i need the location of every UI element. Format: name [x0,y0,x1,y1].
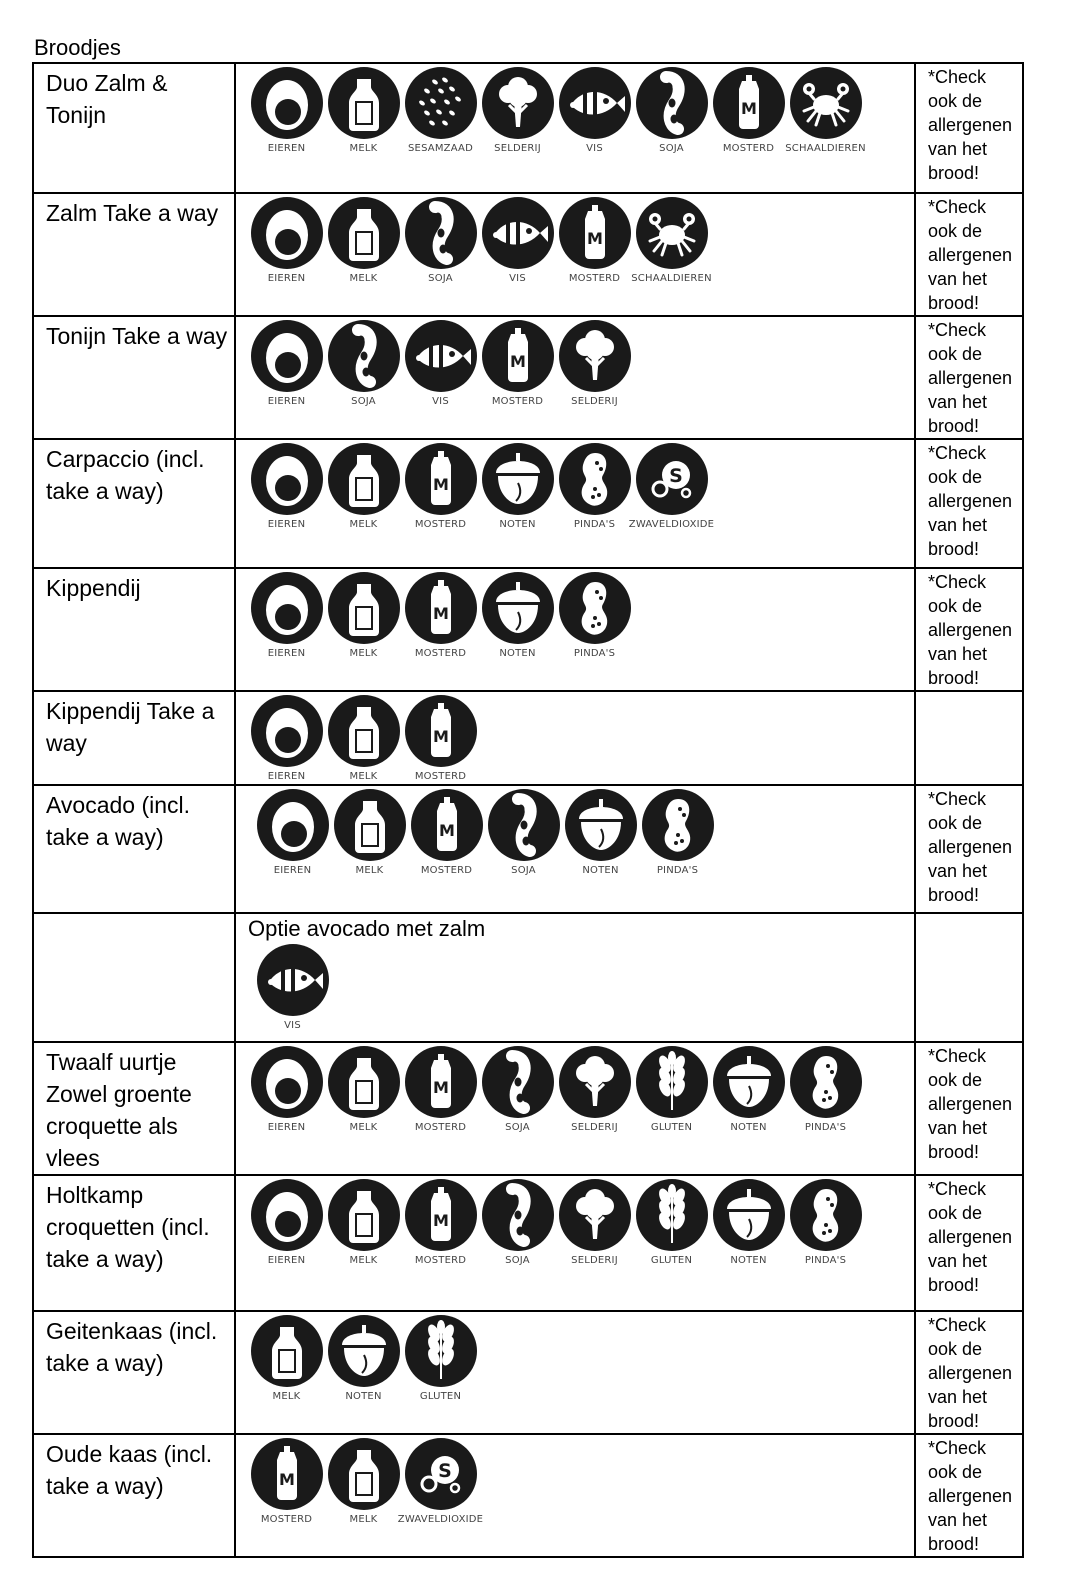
allergen-item [402,197,479,284]
allergen-label: PINDA'S [573,519,616,530]
product-name-cell [33,63,235,193]
allergen-label: NOTEN [499,519,536,530]
svg-text:M: M [432,475,449,494]
allergen-item [628,443,715,530]
note-cell [915,691,1023,785]
allergen-label: SELDERIJ [494,143,541,154]
svg-text:S: S [668,465,683,487]
bread-allergen-note: *Check ook de allergenen van het brood! [928,67,1013,183]
allergen-label: MELK [349,519,378,530]
egg-icon [251,197,323,269]
svg-text:M: M [432,604,449,623]
allergen-label: MOSTERD [568,273,621,284]
allergen-label: EIEREN [267,143,306,154]
wheat-icon [636,1046,708,1118]
allergen-item [402,67,479,154]
peanut-icon [642,789,714,861]
sesame-seed-icon [405,67,477,139]
mustard-bottle-icon [482,320,554,392]
allergen-item [248,1438,325,1525]
allergen-label: MOSTERD [414,1122,467,1133]
allergen-label: GLUTEN [419,1391,462,1402]
product-name-cell [33,316,235,439]
crab-icon [636,197,708,269]
allergen-label: EIEREN [267,1122,306,1133]
allergen-item [248,197,325,284]
allergen-list [236,1043,914,1133]
allergen-item [710,1179,787,1266]
allergen-item [325,1315,402,1402]
allergen-label: MOSTERD [722,143,775,154]
mustard-bottle-icon [405,695,477,767]
allergen-item [562,789,639,876]
note-cell [915,1175,1023,1311]
mustard-bottle-icon [405,443,477,515]
product-name: Holtkamp croquetten (incl. take a way) [46,1182,210,1272]
allergen-label: EIEREN [267,273,306,284]
note-cell [915,193,1023,316]
celery-icon [559,1179,631,1251]
allergen-label: MELK [272,1391,301,1402]
table-row [33,439,1023,568]
mustard-bottle-icon [405,1179,477,1251]
product-name-cell [33,1434,235,1557]
allergen-label: PINDA'S [656,865,699,876]
milk-bottle-icon [328,1046,400,1118]
allergen-item [248,67,325,154]
fish-icon [257,944,329,1016]
allergen-list [236,440,914,530]
allergen-label: PINDA'S [573,648,616,659]
allergen-item [710,1046,787,1133]
allergen-label: VIS [586,143,603,154]
allergen-list [236,317,914,407]
peanut-icon [790,1179,862,1251]
celery-icon [559,320,631,392]
product-name: Zalm Take a way [46,200,219,226]
egg-icon [251,695,323,767]
milk-bottle-icon [334,789,406,861]
table-row [33,1175,1023,1311]
allergen-icons-cell [235,913,915,1042]
allergen-item [402,1315,479,1402]
allergen-label: SESAMZAAD [408,143,473,154]
allergen-list [236,1176,914,1266]
allergen-item [325,572,402,659]
allergen-item [787,67,864,154]
allergen-item [248,695,325,782]
allergen-label: VIS [509,273,526,284]
soy-bean-icon [482,1179,554,1251]
allergen-item [556,1046,633,1133]
milk-bottle-icon [328,197,400,269]
table-row [33,568,1023,691]
table-row [33,913,1023,1042]
allergen-item [397,1438,484,1525]
svg-text:S: S [437,1460,452,1482]
note-cell [915,63,1023,193]
peanut-icon [559,572,631,644]
product-name-cell [33,913,235,1042]
table-row [33,1434,1023,1557]
table-row [33,63,1023,193]
table-row [33,316,1023,439]
allergen-label: VIS [284,1020,301,1031]
milk-bottle-icon [328,1438,400,1510]
allergen-label: SELDERIJ [571,1122,618,1133]
celery-icon [559,1046,631,1118]
allergen-item [325,320,402,407]
product-name-cell [33,568,235,691]
fish-icon [559,67,631,139]
milk-bottle-icon [328,67,400,139]
allergen-label: EIEREN [273,865,312,876]
allergen-label: ZWAVELDIOXIDE [397,1514,484,1525]
bread-allergen-note: *Check ook de allergenen van het brood! [928,320,1013,436]
acorn-icon [482,572,554,644]
product-name: Carpaccio (incl. take a way) [46,446,205,504]
table-row [33,193,1023,316]
egg-icon [251,572,323,644]
svg-text:M: M [509,352,526,371]
allergen-label: SCHAALDIEREN [785,143,866,154]
sulphite-icon [405,1438,477,1510]
svg-text:M: M [586,229,603,248]
bread-allergen-note: *Check ook de allergenen van het brood! [928,1315,1013,1431]
allergen-item [325,1438,402,1525]
svg-text:M: M [438,821,455,840]
allergen-icons-cell [235,568,915,691]
allergen-item [248,572,325,659]
crab-icon [790,67,862,139]
product-name: Geitenkaas (incl. take a way) [46,1318,218,1376]
note-cell [915,316,1023,439]
allergen-item [479,572,556,659]
allergen-item [633,197,710,284]
allergen-label: MELK [349,143,378,154]
allergen-item [556,443,633,530]
mustard-bottle-icon [251,1438,323,1510]
bread-allergen-note: *Check ook de allergenen van het brood! [928,572,1013,688]
egg-icon [251,1179,323,1251]
note-cell [915,1311,1023,1434]
allergen-list [236,64,914,154]
allergen-item [248,1046,325,1133]
allergen-item [479,197,556,284]
product-name: Tonijn Take a way [46,323,228,349]
product-name: Duo Zalm & Tonijn [46,70,168,128]
note-cell [915,568,1023,691]
allergen-label: EIEREN [267,519,306,530]
allergen-item [325,443,402,530]
note-cell [915,439,1023,568]
fish-icon [482,197,554,269]
product-name: Avocado (incl. take a way) [46,792,191,850]
allergen-label: EIEREN [267,771,306,782]
sulphite-icon [636,443,708,515]
allergen-label: PINDA'S [804,1122,847,1133]
allergen-item [485,789,562,876]
allergen-item [325,67,402,154]
milk-bottle-icon [328,572,400,644]
allergen-label: MELK [349,648,378,659]
allergen-item [556,197,633,284]
allergen-item [633,1179,710,1266]
allergen-label: MELK [355,865,384,876]
mustard-bottle-icon [411,789,483,861]
allergen-item [556,572,633,659]
allergen-label: MOSTERD [260,1514,313,1525]
wheat-icon [636,1179,708,1251]
allergen-label: MELK [349,1255,378,1266]
product-name-cell [33,785,235,913]
milk-bottle-icon [328,443,400,515]
svg-text:M: M [432,1078,449,1097]
allergen-item [556,320,633,407]
bread-allergen-note: *Check ook de allergenen van het brood! [928,443,1013,559]
allergen-list [236,1435,914,1525]
allergen-item [325,1046,402,1133]
allergen-label: SOJA [659,143,684,154]
allergen-icons-cell [235,1042,915,1175]
allergen-label: VIS [432,396,449,407]
allergen-item [479,1179,556,1266]
allergen-icons-cell [235,63,915,193]
product-name: Kippendij [46,575,141,601]
note-cell [915,913,1023,1042]
svg-text:M: M [432,727,449,746]
product-name: Twaalf uurtje Zowel groente croquette als vlees [46,1049,192,1171]
soy-bean-icon [405,197,477,269]
product-name [34,914,234,917]
egg-icon [251,443,323,515]
bread-allergen-note: *Check ook de allergenen van het brood! [928,1438,1013,1554]
soy-bean-icon [636,67,708,139]
allergen-label: MOSTERD [414,771,467,782]
table-body [33,63,1023,1557]
allergen-icons-cell [235,316,915,439]
mustard-bottle-icon [405,572,477,644]
allergen-item [402,1179,479,1266]
allergen-item [710,67,787,154]
allergen-list [236,194,914,284]
allergen-label: SOJA [428,273,453,284]
acorn-icon [565,789,637,861]
allergen-list [236,692,914,782]
product-name-cell [33,1042,235,1175]
soy-bean-icon [482,1046,554,1118]
wheat-icon [405,1315,477,1387]
allergen-label: SELDERIJ [571,1255,618,1266]
allergen-item [408,789,485,876]
egg-icon [251,67,323,139]
allergen-item [479,443,556,530]
celery-icon [482,67,554,139]
allergen-label: GLUTEN [650,1122,693,1133]
allergen-item [633,67,710,154]
allergen-label: EIEREN [267,648,306,659]
acorn-icon [328,1315,400,1387]
bread-allergen-note: *Check ook de allergenen van het brood! [928,197,1013,313]
allergen-list [236,944,914,1031]
allergen-list [236,786,914,876]
allergen-item [479,1046,556,1133]
allergen-label: SOJA [351,396,376,407]
allergen-label: MOSTERD [414,519,467,530]
svg-text:M: M [740,99,757,118]
table-row [33,1042,1023,1175]
allergen-item [556,67,633,154]
allergen-label: NOTEN [582,865,619,876]
bread-allergen-note: *Check ook de allergenen van het brood! [928,789,1013,905]
allergen-item [402,320,479,407]
allergen-label: MELK [349,273,378,284]
acorn-icon [713,1046,785,1118]
allergen-item [402,443,479,530]
allergen-item [556,1179,633,1266]
product-name-cell [33,1175,235,1311]
allergen-label: NOTEN [499,648,536,659]
allergen-label: NOTEN [345,1391,382,1402]
product-name-cell [33,1311,235,1434]
allergen-icons-cell [235,439,915,568]
note-cell [915,1042,1023,1175]
page-title: Broodjes [34,35,121,60]
allergen-icons-cell [235,1175,915,1311]
allergen-item [402,1046,479,1133]
allergen-item [325,1179,402,1266]
bread-allergen-note: *Check ook de allergenen van het brood! [928,1179,1013,1295]
allergen-label: PINDA'S [804,1255,847,1266]
allergen-label: NOTEN [730,1255,767,1266]
allergen-label: SOJA [505,1255,530,1266]
fish-icon [405,320,477,392]
allergen-label: MOSTERD [491,396,544,407]
milk-bottle-icon [251,1315,323,1387]
egg-icon [257,789,329,861]
allergen-item [787,1179,864,1266]
allergen-item [325,695,402,782]
allergen-list [236,1312,914,1402]
mustard-bottle-icon [713,67,785,139]
product-name-cell [33,439,235,568]
soy-bean-icon [328,320,400,392]
acorn-icon [482,443,554,515]
allergen-item [248,443,325,530]
allergen-icons-cell [235,193,915,316]
mustard-bottle-icon [559,197,631,269]
table-row [33,785,1023,913]
allergen-icons-cell [235,1311,915,1434]
allergen-item [248,1179,325,1266]
allergen-label: MOSTERD [420,865,473,876]
milk-bottle-icon [328,695,400,767]
allergen-item [479,320,556,407]
allergen-item [254,944,331,1031]
note-cell [915,785,1023,913]
soy-bean-icon [488,789,560,861]
svg-text:M: M [432,1211,449,1230]
product-name-cell [33,691,235,785]
table-row [33,691,1023,785]
allergen-label: MOSTERD [414,648,467,659]
milk-bottle-icon [328,1179,400,1251]
allergen-label: ZWAVELDIOXIDE [628,519,715,530]
mustard-bottle-icon [405,1046,477,1118]
allergen-label: SCHAALDIEREN [631,273,712,284]
allergen-item [248,320,325,407]
allergen-item [787,1046,864,1133]
allergen-icons-cell [235,691,915,785]
allergen-item [248,1315,325,1402]
note-cell [915,1434,1023,1557]
allergen-item [331,789,408,876]
bread-allergen-note: *Check ook de allergenen van het brood! [928,1046,1013,1162]
peanut-icon [559,443,631,515]
allergen-list [236,569,914,659]
allergen-label: EIEREN [267,396,306,407]
product-name-cell [33,193,235,316]
allergen-item [325,197,402,284]
allergen-label: MELK [349,1122,378,1133]
egg-icon [251,1046,323,1118]
allergen-icons-cell [235,1434,915,1557]
allergen-label: MELK [349,1514,378,1525]
peanut-icon [790,1046,862,1118]
svg-text:M: M [278,1470,295,1489]
allergen-item [479,67,556,154]
allergen-item [639,789,716,876]
allergen-item [633,1046,710,1133]
allergen-icons-cell [235,785,915,913]
allergen-label: MOSTERD [414,1255,467,1266]
allergen-label: SOJA [505,1122,530,1133]
option-subtitle: Optie avocado met zalm [248,916,486,941]
product-name: Kippendij Take a way [46,698,215,756]
allergen-label: GLUTEN [650,1255,693,1266]
allergen-label: SOJA [511,865,536,876]
allergen-label: MELK [349,771,378,782]
allergen-label: EIEREN [267,1255,306,1266]
allergen-label: NOTEN [730,1122,767,1133]
allergen-item [402,572,479,659]
product-name: Oude kaas (incl. take a way) [46,1441,213,1499]
acorn-icon [713,1179,785,1251]
allergen-label: SELDERIJ [571,396,618,407]
egg-icon [251,320,323,392]
table-row [33,1311,1023,1434]
allergen-item [402,695,479,782]
allergen-table [32,62,1024,1558]
allergen-item [254,789,331,876]
